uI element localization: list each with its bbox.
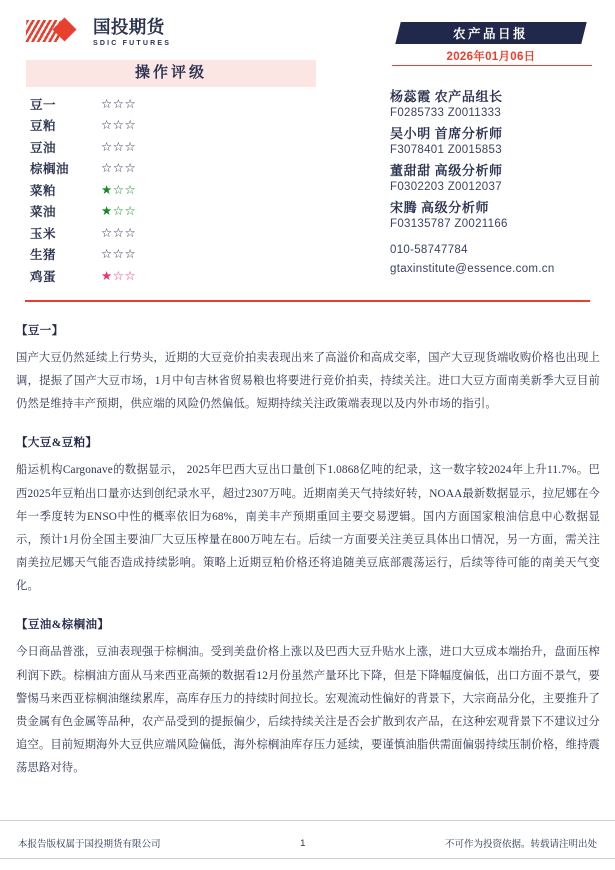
section-heading: 【大豆&豆粕】 (16, 437, 98, 450)
footer-divider-bottom (0, 858, 615, 859)
report-date-underline (392, 65, 592, 66)
star-empty-icon: ☆ (101, 225, 113, 240)
star-empty-icon: ☆ (112, 247, 125, 261)
rating-row (26, 179, 316, 201)
section-body-text: 船运机构Cargonave的数据显示， 2025年巴西大豆出口量创下1.0868亿吨的纪录，这一数字较2024年上升11.7%。巴西2025年豆粕出口量亦达到创纪录水平，超过2307万吨。近期南美天气持续好转，NOAA最新数据显示，拉尼娜在今年一季度转为ENSO中性的概率依旧为68%，南美丰产预期重回主要交易逻辑。国内方面国家粮油信息中心数据显示，预计1月份全国主要油厂大豆压榨量在800万吨左右。后续一方面要关注美豆具体出口情况，另一方面，需关注南美拉尼娜天气能否造成持续影响。策略上近期豆粕价格还将追随美豆底部震荡运行，后续等待可能的南美天气变化。 (16, 464, 600, 593)
analyst-name-title: 宋腾 高级分析师 (390, 200, 490, 215)
analyst-license-codes: F0302203 Z0012037 (390, 181, 502, 193)
star-empty-icon: ☆ (124, 118, 137, 132)
report-section (16, 616, 600, 780)
rating-row (26, 201, 316, 223)
report-date: 2026年01月06日 (446, 51, 536, 63)
sdic-futures-logo-icon (26, 18, 88, 44)
rating-row-label: 豆一 (30, 97, 57, 112)
footer-copyright: 本报告版权属于国投期货有限公司 (18, 839, 161, 850)
star-empty-icon: ☆ (124, 139, 137, 154)
header-divider (25, 300, 590, 302)
star-empty-icon: ☆ (124, 204, 137, 218)
analyst-name-title: 杨蕊霞 农产品组长 (390, 89, 503, 104)
star-empty-icon: ☆ (112, 268, 125, 283)
brand-name-cn: 国投期货 (93, 17, 165, 37)
section-body-text: 国产大豆仍然延续上行势头，近期的大豆竞价拍卖表现出来了高溢价和高成交率，国产大豆现货端收购价格也出现上调，提振了国产大豆市场，1月中旬吉林省贸易粮也将要进行竞价拍卖，持续关注。进口大豆方面南美新季大豆目前仍然是维持丰产预期，供应端的风险仍然偏低。短期持续关注政策端表现以及内外市场的指引。 (16, 352, 600, 411)
analyst-name-title: 吴小明 首席分析师 (390, 126, 503, 141)
contact-email[interactable]: gtaxinstitute@essence.com.cn (390, 263, 555, 275)
analyst-license-codes: F3078401 Z0015853 (390, 144, 502, 156)
rating-row (26, 244, 316, 266)
star-empty-icon: ☆ (112, 139, 125, 154)
report-footer (0, 836, 615, 850)
star-empty-icon: ☆ (112, 96, 125, 111)
star-empty-icon: ☆ (112, 225, 125, 240)
analyst-license-codes: F0285733 Z0011333 (390, 107, 502, 119)
rating-row (26, 158, 316, 180)
section-heading: 【豆一】 (16, 325, 64, 337)
rating-row-label: 菜油 (30, 205, 57, 220)
star-filled-icon: ★ (101, 182, 113, 197)
rating-row-label: 生猪 (30, 248, 57, 263)
rating-row-label: 菜粕 (30, 183, 57, 198)
analyst-name-title: 董甜甜 高级分析师 (390, 163, 503, 178)
brand-logo (26, 18, 171, 47)
star-empty-icon: ☆ (101, 118, 113, 132)
rating-stars (101, 184, 136, 197)
rating-row (26, 265, 316, 287)
star-empty-icon: ☆ (112, 118, 125, 132)
contact-phone[interactable]: 010-58747784 (390, 244, 468, 256)
rating-stars (101, 227, 136, 240)
rating-stars (101, 270, 136, 283)
star-empty-icon: ☆ (124, 247, 137, 261)
star-empty-icon: ☆ (124, 182, 137, 197)
star-empty-icon: ☆ (124, 268, 137, 283)
rating-row (26, 136, 316, 158)
rating-list (26, 93, 316, 287)
star-empty-icon: ☆ (124, 161, 137, 175)
rating-panel-title: 操作评级 (26, 60, 316, 87)
star-empty-icon: ☆ (101, 139, 113, 154)
rating-stars (101, 119, 136, 132)
brand-text (93, 18, 171, 47)
report-title-banner (398, 22, 584, 44)
report-section (16, 434, 600, 598)
rating-row (26, 222, 316, 244)
star-empty-icon: ☆ (101, 247, 113, 261)
star-empty-icon: ☆ (112, 182, 125, 197)
star-empty-icon: ☆ (112, 204, 125, 218)
rating-stars (101, 248, 136, 261)
rating-row (26, 115, 316, 137)
star-empty-icon: ☆ (124, 225, 137, 240)
footer-disclaimer: 不可作为投资依据。转载请注明出处 (444, 839, 597, 850)
rating-row (26, 93, 316, 115)
rating-row-label: 鸡蛋 (30, 269, 57, 284)
rating-row-label: 豆油 (30, 140, 57, 155)
report-header (0, 0, 615, 300)
rating-stars (101, 98, 136, 111)
star-empty-icon: ☆ (101, 96, 113, 111)
brand-name-en: SDIC FUTURES (93, 39, 172, 47)
rating-stars (101, 205, 136, 218)
star-empty-icon: ☆ (101, 161, 113, 175)
section-body-text: 今日商品普涨，豆油表现强于棕榈油。受到美盘价格上涨以及巴西大豆升贴水上涨，进口大豆成本端抬升，盘面压榨利润下跌。棕榈油方面从马来西亚高频的数据看12月份虽然产量环比下降，但是下降幅度偏低，出口方面不景气，要警惕马来西亚棕榈油继续累库，高库存压力的持续时间拉长。宏观流动性偏好的背景下，大宗商品分化，主要推升了贵金属有色金属等品种，农产品受到的提振偏少，后续持续关注是否会扩散到农产品，在这种宏观背景下不建议过分追空。目前短期海外大豆供应端风险偏低，海外棕榈油库存压力延续，要谨慎油脂供需面偏弱持续压制价格，维持震荡思路对待。 (16, 646, 600, 775)
star-empty-icon: ☆ (124, 96, 137, 111)
star-filled-icon: ★ (101, 204, 113, 218)
star-empty-icon: ☆ (112, 161, 125, 175)
analyst-license-codes: F03135787 Z0021166 (390, 218, 508, 230)
rating-stars (101, 141, 136, 154)
analyst-contacts (390, 82, 605, 275)
star-filled-icon: ★ (101, 268, 113, 283)
rating-stars (101, 162, 136, 175)
footer-divider-top (0, 820, 615, 821)
rating-row-label: 棕榈油 (30, 162, 70, 177)
report-title-label: 农产品日报 (453, 27, 529, 41)
report-body (16, 322, 600, 798)
report-section (16, 322, 600, 416)
section-heading: 【豆油&棕榈油】 (16, 619, 110, 632)
rating-row-label: 豆粕 (30, 119, 57, 134)
report-title-banner-shape (395, 22, 586, 44)
rating-row-label: 玉米 (30, 226, 57, 241)
footer-page-number: 1 (300, 837, 306, 849)
operation-rating-panel (26, 60, 316, 287)
